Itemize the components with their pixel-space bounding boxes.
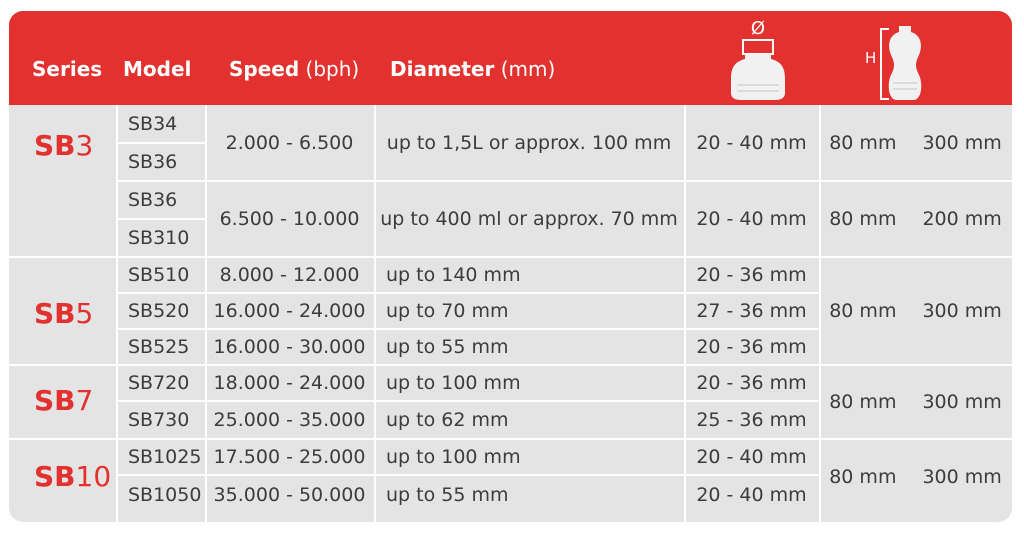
neck-cell: 25 - 36 mm	[696, 409, 807, 431]
diameter-cell: up to 62 mm	[386, 409, 509, 431]
speed-cell: 16.000 - 30.000	[213, 336, 366, 358]
diameter-cell: up to 1,5L or approx. 100 mm	[386, 131, 672, 154]
diameter-symbol: Ø	[750, 18, 766, 39]
table-row: SB1025	[128, 446, 202, 468]
neck-cell: 20 - 40 mm	[696, 484, 807, 506]
height-cell: 80 mm 300 mm	[829, 131, 1002, 154]
bottle-height-icon	[859, 25, 929, 101]
neck-cell: 20 - 40 mm	[696, 131, 807, 154]
table-row: SB510	[128, 264, 190, 286]
table-row: SB730	[128, 409, 190, 431]
neck-cell: 20 - 36 mm	[696, 264, 807, 286]
series-sb10: SB10	[34, 460, 112, 493]
table-row: SB36	[128, 189, 178, 211]
speed-cell: 18.000 - 24.000	[213, 372, 366, 394]
speed-cell: 8.000 - 12.000	[219, 264, 360, 286]
diameter-cell: up to 100 mm	[386, 372, 521, 394]
height-cell: 80 mm 200 mm	[829, 208, 1002, 230]
table-row: SB1050	[128, 484, 202, 506]
height-cell: 80 mm 300 mm	[829, 466, 1002, 488]
table-row: SB36	[128, 151, 178, 173]
height-symbol: H	[865, 49, 877, 67]
series-sb5: SB5	[34, 297, 94, 330]
header-series: Series	[32, 57, 103, 81]
table-row: SB525	[128, 336, 190, 358]
table-row: SB34	[128, 112, 178, 135]
bottle-neck-diameter-icon	[723, 15, 793, 101]
diameter-cell: up to 140 mm	[386, 264, 521, 286]
series-sb7: SB7	[34, 384, 94, 417]
neck-cell: 20 - 36 mm	[696, 372, 807, 394]
speed-cell: 2.000 - 6.500	[225, 131, 354, 154]
table-row: SB720	[128, 372, 190, 394]
header-speed: Speed (bph)	[229, 57, 360, 81]
series-sb3: SB3	[34, 129, 94, 162]
neck-cell: 27 - 36 mm	[696, 300, 807, 322]
speed-cell: 16.000 - 24.000	[213, 300, 366, 322]
height-cell: 80 mm 300 mm	[829, 300, 1002, 322]
speed-cell: 6.500 - 10.000	[219, 208, 360, 230]
table-row: SB520	[128, 300, 190, 322]
table-row: SB310	[128, 227, 190, 249]
speed-cell: 17.500 - 25.000	[213, 446, 366, 468]
diameter-cell: up to 55 mm	[386, 484, 509, 506]
spec-table	[9, 11, 1012, 522]
diameter-cell: up to 400 ml or approx. 70 mm	[380, 208, 678, 230]
neck-cell: 20 - 36 mm	[696, 336, 807, 358]
diameter-cell: up to 70 mm	[386, 300, 509, 322]
height-cell: 80 mm 300 mm	[829, 391, 1002, 413]
header-model: Model	[123, 57, 192, 81]
header-diameter: Diameter (mm)	[390, 57, 556, 81]
speed-cell: 35.000 - 50.000	[213, 484, 366, 506]
speed-cell: 25.000 - 35.000	[213, 409, 366, 431]
neck-cell: 20 - 40 mm	[696, 208, 807, 230]
neck-cell: 20 - 40 mm	[696, 446, 807, 468]
table-header	[9, 11, 1012, 105]
diameter-cell: up to 100 mm	[386, 446, 521, 468]
table-body	[9, 105, 1012, 522]
diameter-cell: up to 55 mm	[386, 336, 509, 358]
